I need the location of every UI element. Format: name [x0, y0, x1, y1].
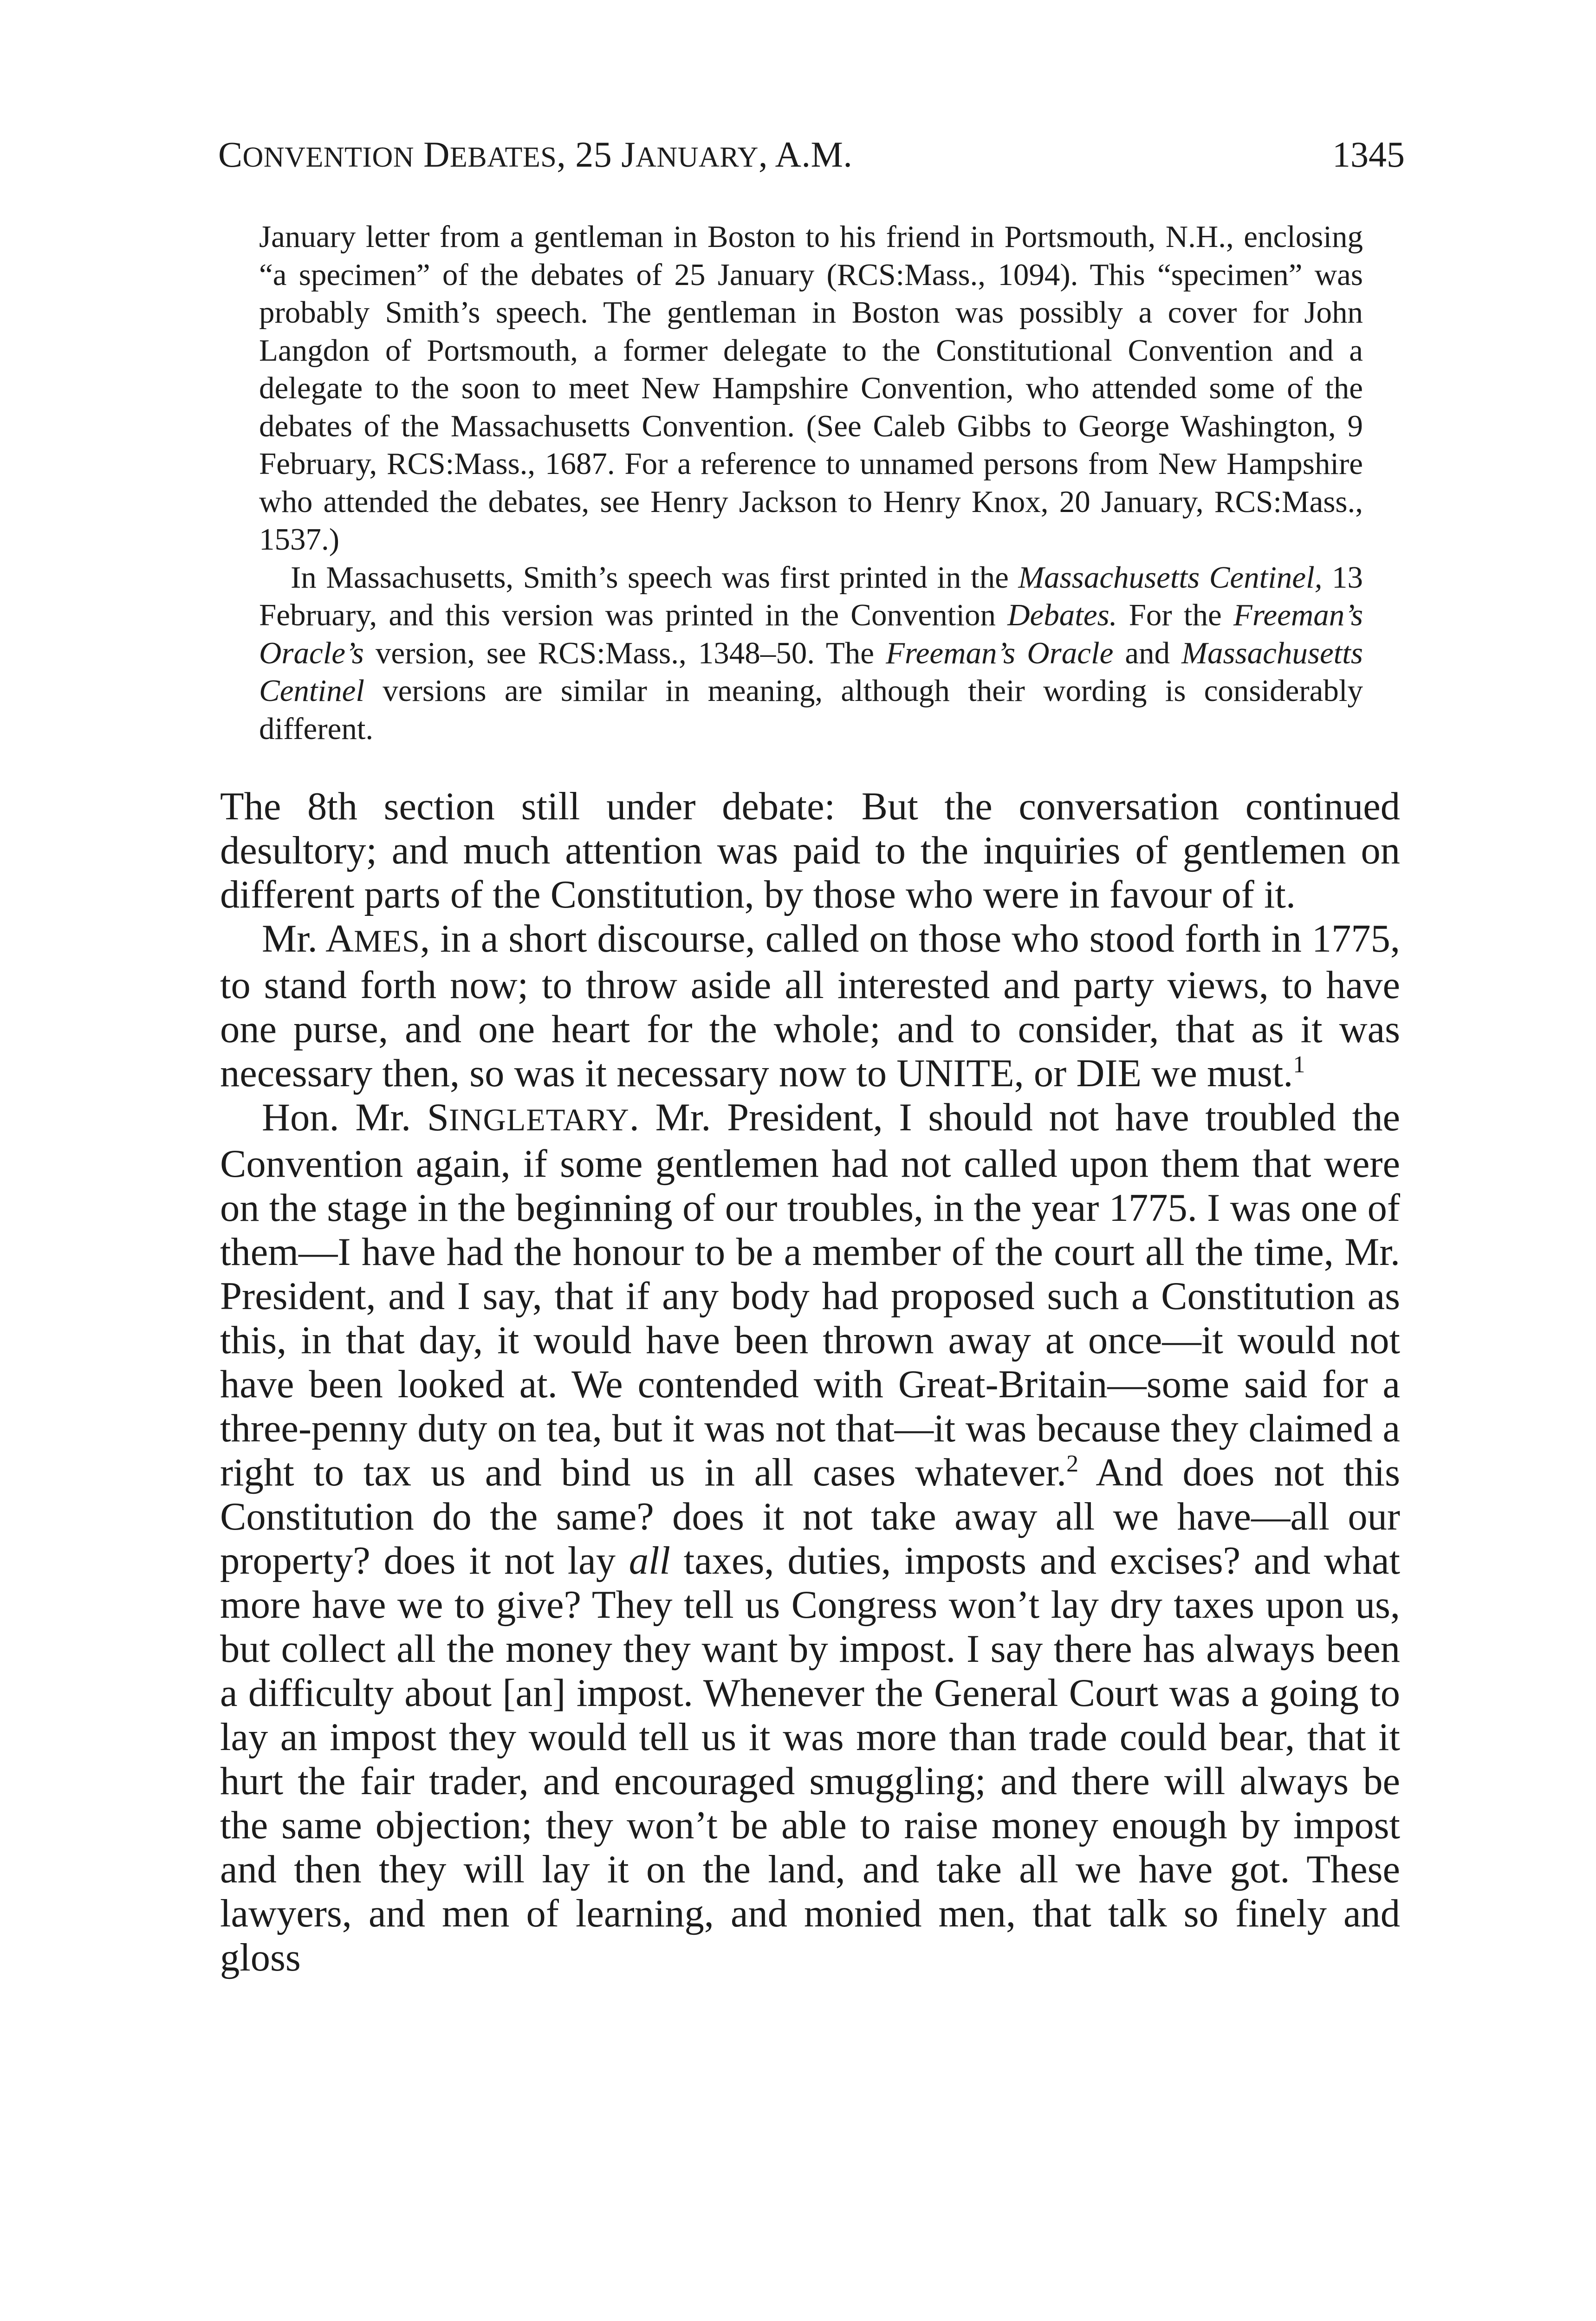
- emphasis-text: all: [629, 1539, 670, 1582]
- header-title-part: , 25 J: [557, 134, 636, 175]
- speaker-name: S: [427, 1096, 449, 1139]
- header-title-part: ONVENTION: [242, 142, 415, 173]
- note-italic-title: Freeman’s Oracle’s: [259, 598, 1363, 670]
- speech-text: , in a short discourse, called on those who stood forth in 1775, to stand forth now; to throw aside all interested and party views, to have one purse, and one heart for the whole; and to consider, that as it was necessary then, so was it necessary now to UNITE, or DIE we must.: [220, 917, 1401, 1095]
- note-paragraph: [259, 559, 1363, 748]
- debate-paragraph: The 8th section still under debate: But the conversation continued desultory; and much attention was paid to the inquiries of gentlemen on different parts of the Constitution, by those who were in favour of it.: [220, 785, 1400, 916]
- editorial-note: [259, 218, 1363, 748]
- footnote-ref: 2: [1066, 1451, 1079, 1477]
- debate-text: [220, 784, 1400, 1980]
- note-italic-title: Massachusetts Centinel,: [1018, 560, 1323, 595]
- note-italic-title: Debates.: [1007, 598, 1117, 632]
- speaker-prefix: Hon. Mr.: [262, 1096, 427, 1139]
- speech-text: And does not this Constitution do the same? does it not take away all we have—all our property? does it not lay: [220, 1451, 1400, 1582]
- note-text: For the: [1117, 598, 1233, 632]
- running-header-title: [218, 129, 852, 183]
- note-text: 13 February, and this version was printed in the Convention: [259, 560, 1363, 632]
- running-header: [218, 129, 1405, 180]
- header-title-part: C: [218, 134, 243, 175]
- speaker-name: A: [325, 917, 354, 960]
- debate-paragraph: [220, 917, 1400, 1096]
- note-text: and: [1113, 635, 1182, 670]
- header-title-part: D: [423, 134, 450, 175]
- debate-paragraph: [220, 1096, 1400, 1980]
- note-italic-title: Massachusetts Centinel: [259, 635, 1363, 708]
- speech-text: taxes, duties, imposts and excises? and what more have we to give? They tell us Congress won’t lay dry taxes upon us, but collect all the money they want by impost. I say there has always been a difficulty about [an] impost. Whenever the General Court was a going to lay an impost they would tell us it was more than trade could bear, that it hurt the fair trader, and encouraged smuggling; and there will always be the same objection; they won’t be able to raise money enough by impost and then they will lay it on the land, and take all we have got. These lawyers, and men of learning, and monied men, that talk so finely and gloss: [220, 1539, 1400, 1979]
- header-title-part: , A.M.: [758, 134, 853, 175]
- speech-text: . Mr. President, I should not have troubled the Convention again, if some gentlemen had not called upon them that were on the stage in the beginning of our troubles, in the year 1775. I was one of them—I have had the honour to be a member of the court all the time, Mr. President, and I say, that if any body had proposed such a Constitution as this, in that day, it would have been thrown away at once—it would not have been looked at. We contended with Great-Britain—some said for a three-penny duty on tea, but it was not that—it was because they claimed a right to tax us and bind us in all cases whatever.: [220, 1096, 1400, 1494]
- header-title-part: EBATES: [449, 142, 557, 173]
- note-text: In Massachusetts, Smith’s speech was first printed in the: [291, 560, 1019, 595]
- note-text: version, see RCS:Mass., 1348–50. The: [363, 635, 886, 670]
- note-paragraph: January letter from a gentleman in Boston to his friend in Portsmouth, N.H., enclosing “a specimen” of the debates of 25 January (RCS:Mass., 1094). This “specimen” was probably Smith’s speech. The gentleman in Boston was possibly a cover for John Langdon of Portsmouth, a former delegate to the Constitutional Convention and a delegate to the soon to meet New Hampshire Convention, who attended some of the debates of the Massachusetts Convention. (See Caleb Gibbs to George Washington, 9 February, RCS:Mass., 1687. For a reference to unnamed persons from New Hampshire who attended the debates, see Henry Jackson to Henry Knox, 20 January, RCS:Mass., 1537.): [259, 220, 1363, 557]
- header-title-part: ANUARY: [636, 142, 759, 173]
- speaker-name: INGLETARY: [448, 1102, 629, 1137]
- footnote-ref: 1: [1293, 1051, 1305, 1078]
- note-italic-title: Freeman’s Oracle: [886, 635, 1114, 670]
- speaker-name: MES: [354, 923, 420, 959]
- speaker-prefix: Mr.: [262, 917, 326, 960]
- page-number: 1345: [1332, 134, 1405, 175]
- note-text: versions are similar in meaning, although their wording is considerably different.: [259, 674, 1363, 746]
